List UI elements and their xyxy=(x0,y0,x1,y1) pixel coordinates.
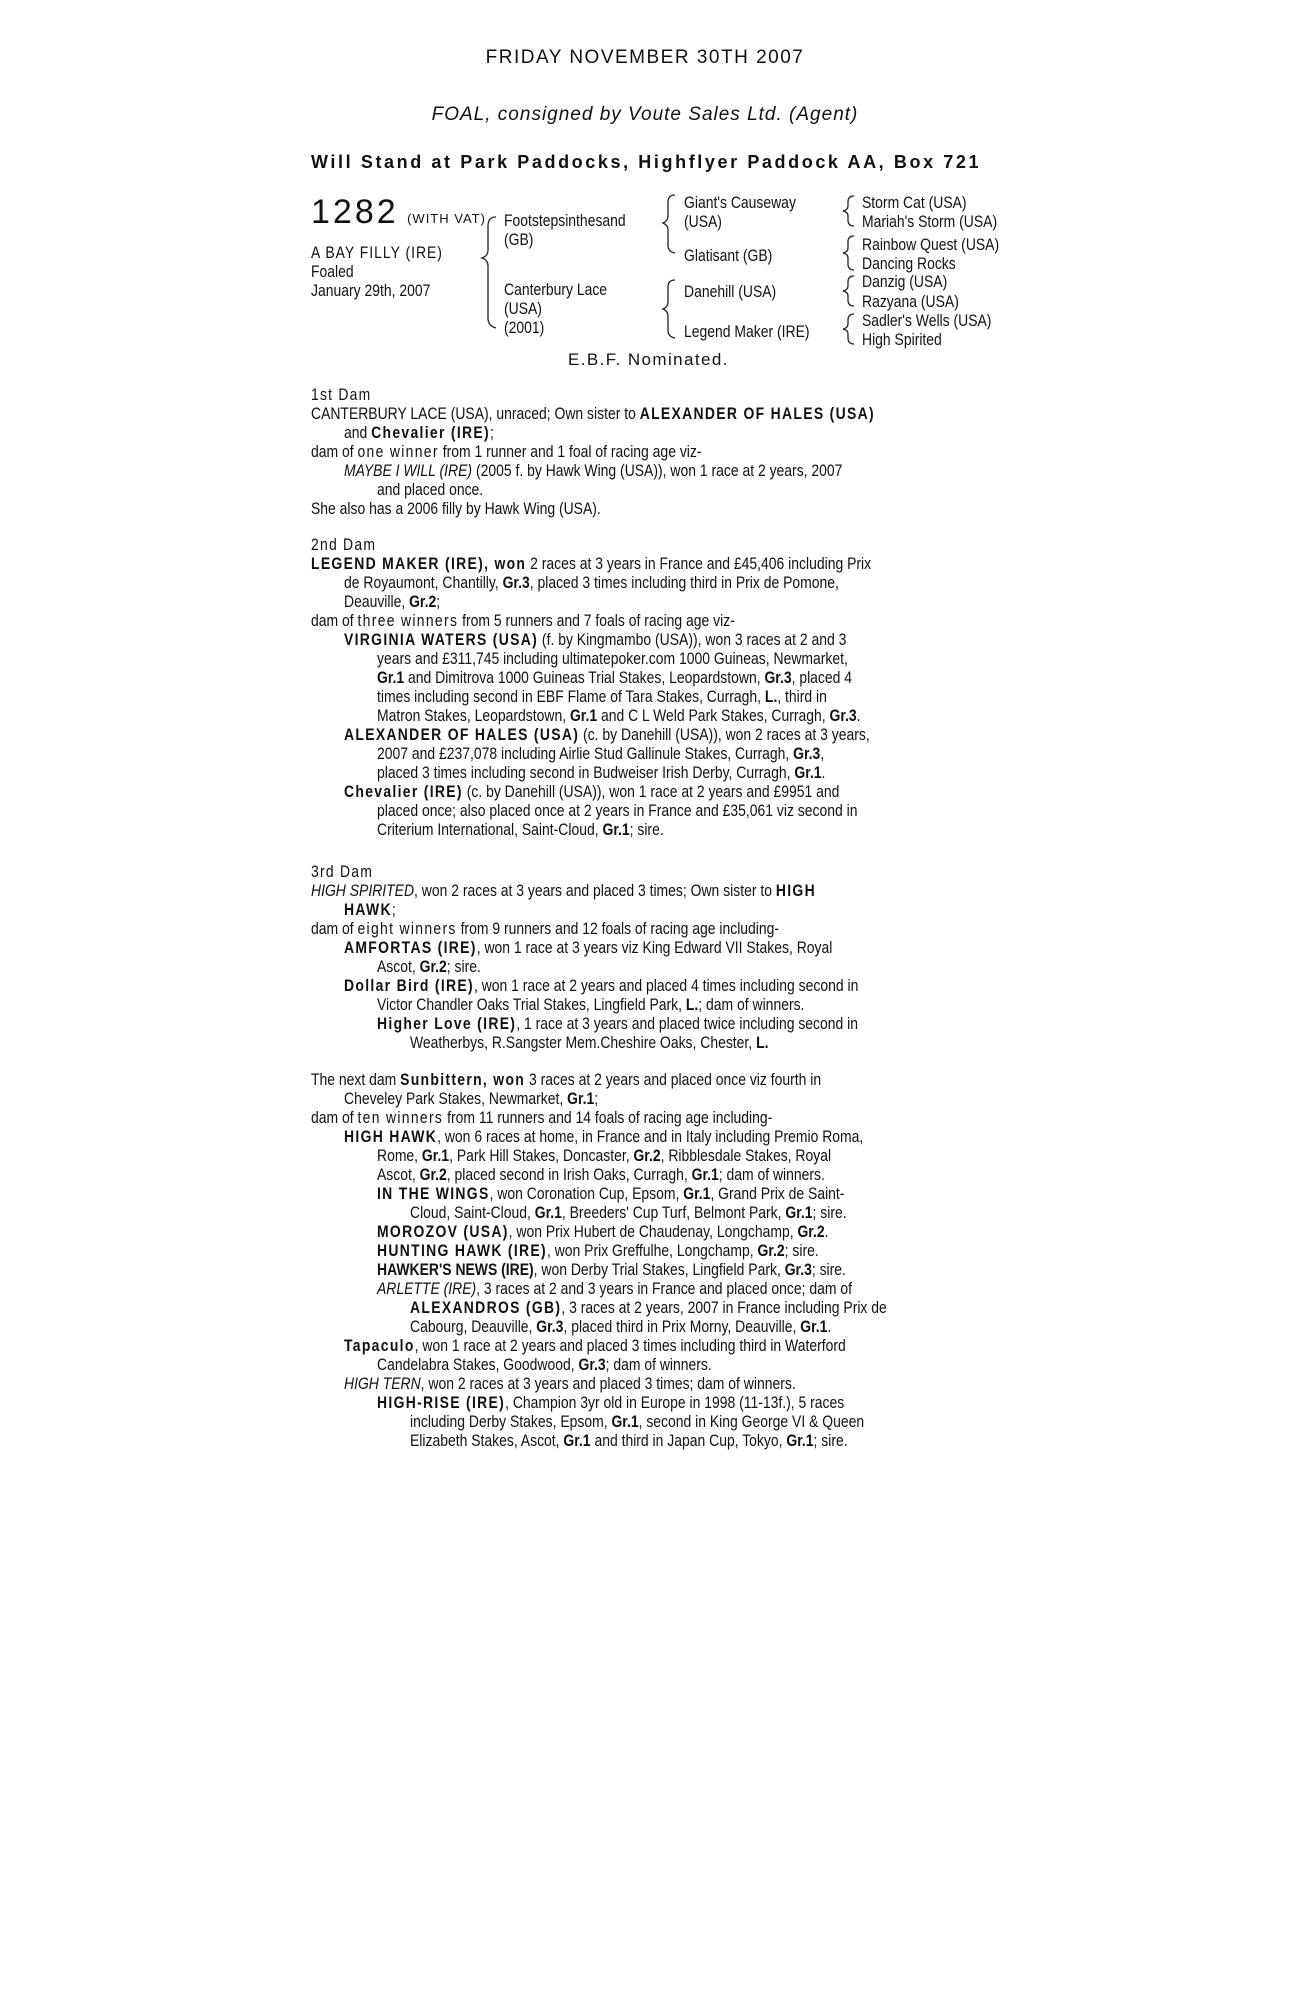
grade: Gr.3 xyxy=(793,744,821,763)
pedigree-sdd: Dancing Rocks xyxy=(862,254,956,273)
text: , won 1 race at 2 years and placed 3 times including third in Waterford xyxy=(414,1336,846,1355)
text: Victor Chandler Oaks Trial Stakes, Lingfield Park, xyxy=(377,995,686,1014)
second-dam-line xyxy=(377,820,664,839)
text: including Derby Stakes, Epsom, xyxy=(410,1412,612,1431)
next-dam-line xyxy=(377,1165,825,1184)
grade: Gr.3 xyxy=(578,1355,606,1374)
second-dam-heading: 2nd Dam xyxy=(311,535,377,554)
third-dam-line xyxy=(377,957,481,976)
horse-name: MAYBE I WILL (IRE) xyxy=(344,461,473,480)
horse-name: MOROZOV (USA) xyxy=(377,1222,509,1241)
text: . xyxy=(827,1317,832,1336)
grade: Gr.1 xyxy=(785,1203,813,1222)
second-dam-line: placed once; also placed once at 2 years in France and £35,061 viz second in xyxy=(377,801,858,820)
text: ; dam of winners. xyxy=(605,1355,712,1374)
text: Matron Stakes, Leopardstown, xyxy=(377,706,570,725)
horse-name: HAWK xyxy=(344,900,392,919)
first-dam-line: and placed once. xyxy=(377,480,484,499)
pedigree-ddd: High Spirited xyxy=(862,330,942,349)
horse-name: VIRGINIA WATERS (USA) xyxy=(344,630,539,649)
text: ; xyxy=(594,1089,599,1108)
second-dam-line xyxy=(377,668,852,687)
text: ; xyxy=(436,592,441,611)
text: . xyxy=(856,706,861,725)
second-dam-line xyxy=(344,592,440,611)
text: ; dam of winners. xyxy=(698,995,805,1014)
next-dam-line xyxy=(377,1260,846,1279)
text: CANTERBURY LACE (USA), unraced; Own sister to xyxy=(311,404,640,423)
text: Weatherbys, R.Sangster Mem.Cheshire Oaks, Chester, xyxy=(410,1033,757,1052)
text: de Royaumont, Chantilly, xyxy=(344,573,503,592)
text: Criterium International, Saint-Cloud, xyxy=(377,820,603,839)
text: and Dimitrova 1000 Guineas Trial Stakes, Leopardstown, xyxy=(404,668,765,687)
text: ; sire. xyxy=(629,820,664,839)
text: (f. by Kingmambo (USA)), won 3 races at 2 and 3 xyxy=(538,630,847,649)
text: , won Coronation Cup, Epsom, xyxy=(489,1184,684,1203)
next-dam-line xyxy=(410,1431,848,1450)
text: , won 2 races at 3 years and placed 3 times; dam of winners. xyxy=(420,1374,796,1393)
grade: Gr.2 xyxy=(797,1222,825,1241)
text: , Grand Prix de Saint- xyxy=(710,1184,845,1203)
pedigree-dss: Danzig (USA) xyxy=(862,272,948,291)
grade: L. xyxy=(685,995,699,1014)
text: , placed third in Prix Morny, Deauville, xyxy=(563,1317,801,1336)
text: , won 6 races at home, in France and in Italy including Premio Roma, xyxy=(437,1127,864,1146)
second-dam-line xyxy=(377,744,824,763)
pedigree-dam xyxy=(504,280,607,337)
text: (c. by Danehill (USA)), won 1 race at 2 years and £9951 and xyxy=(462,782,840,801)
pedigree-sds: Rainbow Quest (USA) xyxy=(862,235,1000,254)
text: . xyxy=(824,1222,829,1241)
next-dam-line xyxy=(344,1089,598,1108)
grade: Gr.1 xyxy=(611,1412,639,1431)
dam-name: Canterbury Lace xyxy=(504,280,608,299)
text: , won 2 races at 3 years and placed 3 times; Own sister to xyxy=(414,881,776,900)
text: Elizabeth Stakes, Ascot, xyxy=(410,1431,564,1450)
horse-name: HIGH TERN xyxy=(344,1374,421,1393)
text: dam of xyxy=(311,442,358,461)
ebf-nominated: E.B.F. Nominated. xyxy=(568,350,729,369)
winners-count: ten winners xyxy=(357,1108,444,1127)
next-dam-line xyxy=(377,1184,844,1203)
horse-name: ALEXANDER OF HALES (USA) xyxy=(639,404,875,423)
text: , placed second in Irish Oaks, Curragh, xyxy=(446,1165,692,1184)
third-dam-line xyxy=(344,938,832,957)
pedigree-sss: Storm Cat (USA) xyxy=(862,193,967,212)
lot-number: 1282 xyxy=(311,193,399,231)
sire-origin: (GB) xyxy=(504,230,534,249)
text: , third in xyxy=(777,687,827,706)
next-dam-line xyxy=(377,1222,828,1241)
second-dam-line xyxy=(377,763,825,782)
horse-name: A BAY FILLY (IRE) xyxy=(311,243,443,262)
horse-name: ARLETTE (IRE) xyxy=(377,1279,477,1298)
text: , 3 races at 2 and 3 years in France and placed once; dam of xyxy=(476,1279,852,1298)
text: (2005 f. by Hawk Wing (USA)), won 1 race at 2 years, 2007 xyxy=(472,461,843,480)
horse-name: Higher Love (IRE) xyxy=(377,1014,517,1033)
grade: Gr.2 xyxy=(419,1165,447,1184)
text: Rome, xyxy=(377,1146,422,1165)
grade: Gr.1 xyxy=(569,706,598,725)
sale-date: FRIDAY NOVEMBER 30TH 2007 xyxy=(485,47,805,68)
stand-location: Will Stand at Park Paddocks, Highflyer Paddock AA, Box 721 xyxy=(311,152,982,172)
text: , second in King George VI & Queen xyxy=(638,1412,865,1431)
horse-name: HIGH xyxy=(775,881,816,900)
grade: Gr.1 xyxy=(377,668,405,687)
grade: Gr.2 xyxy=(419,957,447,976)
text: ; sire. xyxy=(813,1431,848,1450)
horse-name: Chevalier (IRE) xyxy=(371,423,490,442)
horse-name: Sunbittern, won xyxy=(400,1070,526,1089)
text: Deauville, xyxy=(344,592,410,611)
text: , Champion 3yr old in Europe in 1998 (11-13f.), 5 races xyxy=(505,1393,845,1412)
second-dam-line xyxy=(344,573,839,592)
horse-name: HAWKER'S NEWS (IRE) xyxy=(377,1260,534,1279)
next-dam-line xyxy=(377,1241,819,1260)
next-dam-line xyxy=(344,1127,863,1146)
grade: L. xyxy=(764,687,778,706)
second-dam-line xyxy=(344,725,870,744)
text: . xyxy=(821,763,826,782)
text: placed 3 times including second in Budweiser Irish Derby, Curragh, xyxy=(377,763,795,782)
text: dam of xyxy=(311,1108,358,1127)
text: ; sire. xyxy=(811,1260,846,1279)
grade: Gr.1 xyxy=(563,1431,591,1450)
pedigree-sire-sire xyxy=(684,193,796,231)
ss-name: Giant's Causeway xyxy=(684,193,796,212)
text: , placed 4 xyxy=(791,668,853,687)
grade: Gr.3 xyxy=(829,706,857,725)
vat-note: (WITH VAT) xyxy=(407,211,486,226)
winners-count: one winner xyxy=(357,442,439,461)
text: times including second in EBF Flame of Tara Stakes, Curragh, xyxy=(377,687,765,706)
text: 3 races at 2 years and placed once viz fourth in xyxy=(525,1070,822,1089)
grade: Gr.1 xyxy=(794,763,822,782)
text: Cabourg, Deauville, xyxy=(410,1317,537,1336)
third-dam-line xyxy=(377,1014,858,1033)
pedigree-ssd: Mariah's Storm (USA) xyxy=(862,212,998,231)
text: Candelabra Stakes, Goodwood, xyxy=(377,1355,579,1374)
text: ; dam of winners. xyxy=(718,1165,825,1184)
text: from 9 runners and 12 foals of racing age including- xyxy=(456,919,780,938)
third-dam-line xyxy=(344,976,858,995)
next-dam-line xyxy=(410,1317,831,1336)
third-dam-line xyxy=(344,900,396,919)
text: from 5 runners and 7 foals of racing age viz- xyxy=(458,611,735,630)
grade: Gr.1 xyxy=(800,1317,828,1336)
grade: Gr.3 xyxy=(536,1317,564,1336)
text: and C L Weld Park Stakes, Curragh, xyxy=(597,706,830,725)
horse-name: ALEXANDROS (GB) xyxy=(410,1298,562,1317)
dam-origin: (USA) xyxy=(504,299,542,318)
grade: Gr.3 xyxy=(764,668,792,687)
horse-name: Chevalier (IRE) xyxy=(344,782,463,801)
next-dam-line xyxy=(410,1298,887,1317)
text: , 3 races at 2 years, 2007 in France including Prix de xyxy=(561,1298,887,1317)
horse-name: HUNTING HAWK (IRE) xyxy=(377,1241,547,1260)
grade: Gr.1 xyxy=(691,1165,719,1184)
text: ; sire. xyxy=(784,1241,819,1260)
text: Cloud, Saint-Cloud, xyxy=(410,1203,535,1222)
grade: Gr.3 xyxy=(502,573,530,592)
text: The next dam xyxy=(311,1070,401,1089)
next-dam-line xyxy=(311,1070,821,1089)
pedigree-sire-dam: Glatisant (GB) xyxy=(684,246,773,265)
horse-name: HIGH-RISE (IRE) xyxy=(377,1393,506,1412)
third-dam-heading: 3rd Dam xyxy=(311,862,374,881)
text: , 1 race at 3 years and placed twice including second in xyxy=(516,1014,858,1033)
pedigree-dds: Sadler's Wells (USA) xyxy=(862,311,992,330)
next-dam-line xyxy=(344,1374,796,1393)
text: , won Prix Hubert de Chaudenay, Longchamp, xyxy=(508,1222,798,1241)
horse-name: HIGH SPIRITED xyxy=(311,881,415,900)
grade: Gr.1 xyxy=(421,1146,450,1165)
text: from 1 runner and 1 foal of racing age viz- xyxy=(438,442,702,461)
text: and xyxy=(344,423,372,442)
next-dam-line xyxy=(377,1146,831,1165)
text: , won Derby Trial Stakes, Lingfield Park, xyxy=(533,1260,785,1279)
horse-name: AMFORTAS (IRE) xyxy=(344,938,477,957)
text: ; xyxy=(489,423,494,442)
grade: Gr.1 xyxy=(786,1431,814,1450)
text: Ascot, xyxy=(377,957,420,976)
grade: Gr.1 xyxy=(683,1184,711,1203)
winners-count: eight winners xyxy=(357,919,457,938)
first-dam-line xyxy=(344,461,842,480)
third-dam-line xyxy=(311,919,779,938)
first-dam-heading: 1st Dam xyxy=(311,385,372,404)
text: from 11 runners and 14 foals of racing age including- xyxy=(443,1108,773,1127)
second-dam-line xyxy=(377,687,827,706)
horse-name: LEGEND MAKER (IRE), won xyxy=(311,554,527,573)
second-dam-line xyxy=(344,782,839,801)
grade: Gr.2 xyxy=(409,592,437,611)
text: dam of xyxy=(311,611,358,630)
foaled-date: January 29th, 2007 xyxy=(311,281,431,300)
grade: Gr.2 xyxy=(633,1146,661,1165)
grade: Gr.3 xyxy=(784,1260,812,1279)
text: ; sire. xyxy=(446,957,481,976)
first-dam-line xyxy=(344,423,494,442)
second-dam-line xyxy=(344,630,846,649)
ss-origin: (USA) xyxy=(684,212,722,231)
next-dam-line xyxy=(311,1108,772,1127)
third-dam-line xyxy=(377,995,804,1014)
grade: L. xyxy=(756,1033,769,1052)
third-dam-line xyxy=(410,1033,768,1052)
horse-name: ALEXANDER OF HALES (USA) xyxy=(344,725,580,744)
horse-name: IN THE WINGS xyxy=(377,1184,490,1203)
text: , placed 3 times including third in Prix de Pomone, xyxy=(529,573,839,592)
consignor-line: FOAL, consigned by Voute Sales Ltd. (Agent) xyxy=(431,104,859,125)
grade: Gr.1 xyxy=(567,1089,595,1108)
second-dam-line xyxy=(311,554,871,573)
dam-year: (2001) xyxy=(504,318,545,337)
pedigree-dam-sire: Danehill (USA) xyxy=(684,282,777,301)
text: , Ribblesdale Stakes, Royal xyxy=(660,1146,832,1165)
text: ; sire. xyxy=(812,1203,847,1222)
horse-name: HIGH HAWK xyxy=(344,1127,438,1146)
text: , Breeders' Cup Turf, Belmont Park, xyxy=(561,1203,786,1222)
sire-name: Footstepsinthesand xyxy=(504,211,626,230)
text: , won Prix Greffulhe, Longchamp, xyxy=(546,1241,758,1260)
text: , Park Hill Stakes, Doncaster, xyxy=(449,1146,634,1165)
text: and third in Japan Cup, Tokyo, xyxy=(590,1431,787,1450)
text: , xyxy=(820,744,825,763)
text: , won 1 race at 3 years viz King Edward VII Stakes, Royal xyxy=(476,938,833,957)
grade: Gr.1 xyxy=(602,820,630,839)
text: Cheveley Park Stakes, Newmarket, xyxy=(344,1089,568,1108)
second-dam-line xyxy=(311,611,735,630)
first-dam-line xyxy=(311,404,875,423)
text: , won 1 race at 2 years and placed 4 times including second in xyxy=(473,976,859,995)
pedigree-braces xyxy=(0,0,1290,360)
next-dam-line xyxy=(410,1412,864,1431)
horse-name: Dollar Bird (IRE) xyxy=(344,976,474,995)
second-dam-line xyxy=(377,706,861,725)
text: ; xyxy=(391,900,396,919)
next-dam-line xyxy=(344,1336,846,1355)
grade: Gr.2 xyxy=(757,1241,785,1260)
pedigree-dam-dam: Legend Maker (IRE) xyxy=(684,322,810,341)
text: 2007 and £237,078 including Airlie Stud Gallinule Stakes, Curragh, xyxy=(377,744,794,763)
second-dam-line: years and £311,745 including ultimatepoker.com 1000 Guineas, Newmarket, xyxy=(377,649,848,668)
foaled-label: Foaled xyxy=(311,262,354,281)
first-dam-line xyxy=(311,442,701,461)
text: dam of xyxy=(311,919,358,938)
pedigree-sire xyxy=(504,211,626,249)
text: Ascot, xyxy=(377,1165,420,1184)
text: (c. by Danehill (USA)), won 2 races at 3 years, xyxy=(579,725,870,744)
next-dam-line xyxy=(377,1279,852,1298)
next-dam-line xyxy=(377,1393,844,1412)
text: 2 races at 3 years in France and £45,406 including Prix xyxy=(526,554,872,573)
winners-count: three winners xyxy=(357,611,459,630)
third-dam-line xyxy=(311,881,816,900)
next-dam-line xyxy=(377,1355,712,1374)
pedigree-dsd: Razyana (USA) xyxy=(862,292,959,311)
horse-name: Tapaculo xyxy=(344,1336,415,1355)
grade: Gr.1 xyxy=(534,1203,562,1222)
next-dam-line xyxy=(410,1203,847,1222)
first-dam-line: She also has a 2006 filly by Hawk Wing (USA). xyxy=(311,499,601,518)
